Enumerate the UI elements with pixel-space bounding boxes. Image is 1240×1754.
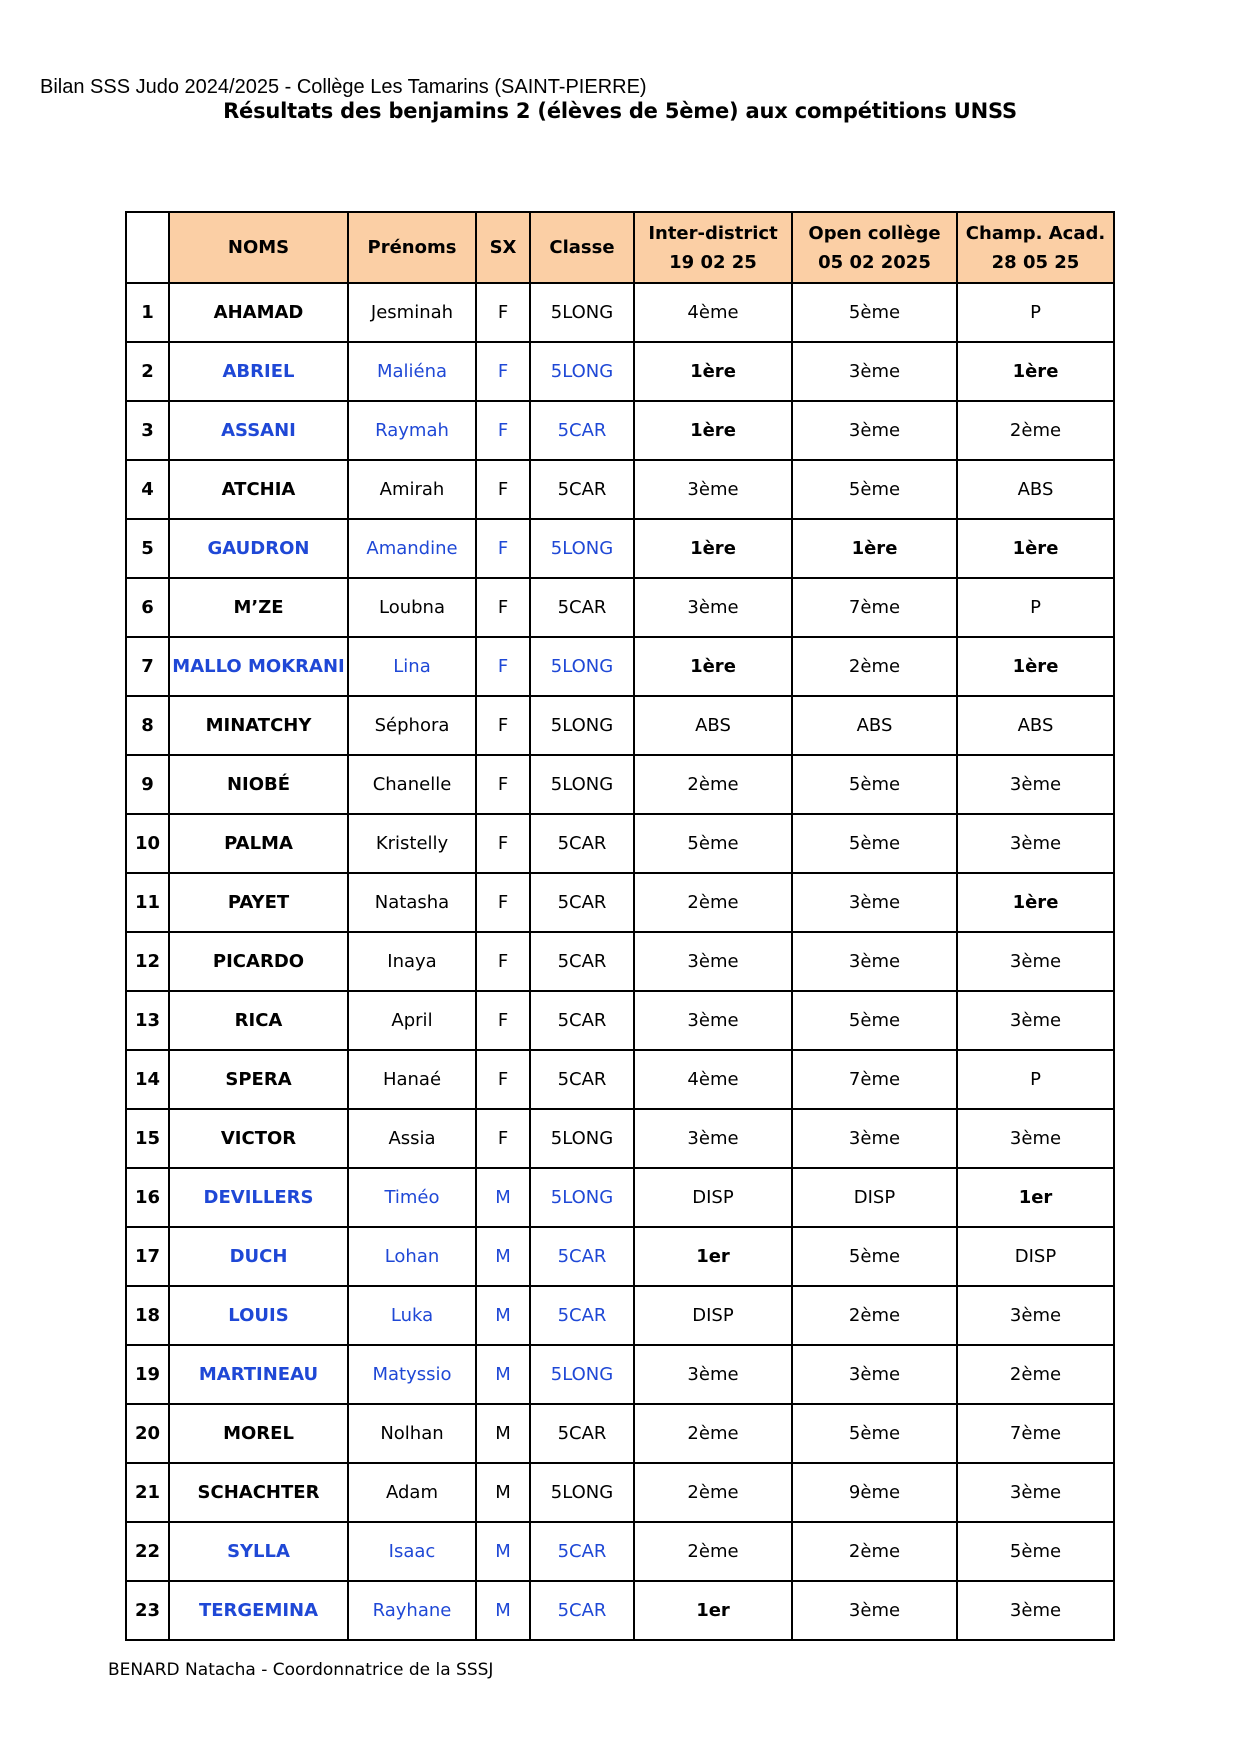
inter-district-cell: 1er — [634, 1581, 792, 1640]
classe-cell: 5CAR — [530, 1522, 634, 1581]
classe-cell: 5CAR — [530, 401, 634, 460]
sx-cell: M — [476, 1522, 530, 1581]
nom-cell: GAUDRON — [169, 519, 348, 578]
sx-cell: F — [476, 401, 530, 460]
classe-cell: 5CAR — [530, 873, 634, 932]
inter-district-cell: 1er — [634, 1227, 792, 1286]
header-champ-acad-label: Champ. Acad. — [965, 222, 1106, 244]
table-row — [126, 1345, 1114, 1404]
sx-cell: F — [476, 637, 530, 696]
sx-cell: M — [476, 1581, 530, 1640]
row-number-cell: 16 — [126, 1168, 169, 1227]
sx-cell: F — [476, 873, 530, 932]
row-number-cell: 15 — [126, 1109, 169, 1168]
sx-cell: F — [476, 342, 530, 401]
prenom-cell: Séphora — [348, 696, 476, 755]
classe-cell: 5CAR — [530, 932, 634, 991]
open-college-cell: 3ème — [792, 873, 957, 932]
document-title: Résultats des benjamins 2 (élèves de 5ème) aux compétitions UNSS — [223, 99, 1017, 123]
prenom-cell: Hanaé — [348, 1050, 476, 1109]
header-classe: Classe — [530, 212, 634, 283]
inter-district-cell: 2ème — [634, 1522, 792, 1581]
champ-acad-cell: P — [957, 578, 1114, 637]
nom-cell: PICARDO — [169, 932, 348, 991]
header-open-college-label: Open collège — [808, 222, 941, 244]
open-college-cell: ABS — [792, 696, 957, 755]
nom-cell: AHAMAD — [169, 283, 348, 342]
inter-district-cell: 3ème — [634, 1345, 792, 1404]
open-college-cell: 3ème — [792, 1345, 957, 1404]
open-college-cell: 3ème — [792, 401, 957, 460]
sx-cell: M — [476, 1404, 530, 1463]
inter-district-cell: DISP — [634, 1168, 792, 1227]
prenom-cell: Amandine — [348, 519, 476, 578]
row-number-cell: 20 — [126, 1404, 169, 1463]
nom-cell: LOUIS — [169, 1286, 348, 1345]
inter-district-cell: 1ère — [634, 342, 792, 401]
table-body — [126, 283, 1114, 1640]
open-college-cell: 2ème — [792, 637, 957, 696]
classe-cell: 5LONG — [530, 1345, 634, 1404]
table-row — [126, 519, 1114, 578]
nom-cell: VICTOR — [169, 1109, 348, 1168]
row-number-cell: 8 — [126, 696, 169, 755]
table-row — [126, 1522, 1114, 1581]
prenom-cell: Rayhane — [348, 1581, 476, 1640]
prenom-cell: Lohan — [348, 1227, 476, 1286]
open-college-cell: 5ème — [792, 1404, 957, 1463]
header-inter-district-date: 19 02 25 — [669, 251, 757, 273]
open-college-cell: 3ème — [792, 342, 957, 401]
champ-acad-cell: 3ème — [957, 1581, 1114, 1640]
champ-acad-cell: P — [957, 283, 1114, 342]
inter-district-cell: 1ère — [634, 401, 792, 460]
table-row — [126, 932, 1114, 991]
nom-cell: NIOBÉ — [169, 755, 348, 814]
prenom-cell: Raymah — [348, 401, 476, 460]
champ-acad-cell: 1ère — [957, 519, 1114, 578]
champ-acad-cell: 7ème — [957, 1404, 1114, 1463]
table-row — [126, 755, 1114, 814]
classe-cell: 5LONG — [530, 637, 634, 696]
nom-cell: PALMA — [169, 814, 348, 873]
prenom-cell: Amirah — [348, 460, 476, 519]
champ-acad-cell: 3ème — [957, 1286, 1114, 1345]
classe-cell: 5CAR — [530, 578, 634, 637]
sx-cell: F — [476, 755, 530, 814]
nom-cell: SYLLA — [169, 1522, 348, 1581]
champ-acad-cell: ABS — [957, 460, 1114, 519]
row-number-cell: 13 — [126, 991, 169, 1050]
sx-cell: M — [476, 1168, 530, 1227]
open-college-cell: 1ère — [792, 519, 957, 578]
champ-acad-cell: 1ère — [957, 873, 1114, 932]
header-prenoms: Prénoms — [348, 212, 476, 283]
sx-cell: F — [476, 283, 530, 342]
classe-cell: 5CAR — [530, 1286, 634, 1345]
row-number-cell: 17 — [126, 1227, 169, 1286]
prenom-cell: Lina — [348, 637, 476, 696]
header-sx: SX — [476, 212, 530, 283]
classe-cell: 5LONG — [530, 342, 634, 401]
table-row — [126, 460, 1114, 519]
sx-cell: F — [476, 1109, 530, 1168]
sx-cell: F — [476, 991, 530, 1050]
prenom-cell: Nolhan — [348, 1404, 476, 1463]
sx-cell: F — [476, 814, 530, 873]
document-footer: BENARD Natacha - Coordonnatrice de la SSSJ — [108, 1660, 494, 1680]
table-row — [126, 696, 1114, 755]
open-college-cell: 2ème — [792, 1522, 957, 1581]
inter-district-cell: 3ème — [634, 932, 792, 991]
prenom-cell: Jesminah — [348, 283, 476, 342]
champ-acad-cell: P — [957, 1050, 1114, 1109]
header-corner-cell — [126, 212, 169, 283]
inter-district-cell: 2ème — [634, 755, 792, 814]
prenom-cell: Natasha — [348, 873, 476, 932]
inter-district-cell: 3ème — [634, 460, 792, 519]
prenom-cell: Timéo — [348, 1168, 476, 1227]
table-row — [126, 1050, 1114, 1109]
champ-acad-cell: 1er — [957, 1168, 1114, 1227]
document-header: Bilan SSS Judo 2024/2025 - Collège Les Tamarins (SAINT-PIERRE) — [40, 76, 647, 98]
inter-district-cell: 1ère — [634, 519, 792, 578]
header-open-college — [792, 212, 957, 283]
nom-cell: DEVILLERS — [169, 1168, 348, 1227]
header-open-college-date: 05 02 2025 — [818, 251, 931, 273]
nom-cell: ASSANI — [169, 401, 348, 460]
row-number-cell: 11 — [126, 873, 169, 932]
champ-acad-cell: 3ème — [957, 1109, 1114, 1168]
inter-district-cell: DISP — [634, 1286, 792, 1345]
champ-acad-cell: DISP — [957, 1227, 1114, 1286]
table-row — [126, 1109, 1114, 1168]
table-row — [126, 991, 1114, 1050]
champ-acad-cell: 3ème — [957, 991, 1114, 1050]
inter-district-cell: 4ème — [634, 1050, 792, 1109]
sx-cell: F — [476, 519, 530, 578]
champ-acad-cell: 3ème — [957, 814, 1114, 873]
sx-cell: M — [476, 1463, 530, 1522]
champ-acad-cell: 5ème — [957, 1522, 1114, 1581]
row-number-cell: 12 — [126, 932, 169, 991]
open-college-cell: 3ème — [792, 1581, 957, 1640]
nom-cell: PAYET — [169, 873, 348, 932]
prenom-cell: Kristelly — [348, 814, 476, 873]
nom-cell: M’ZE — [169, 578, 348, 637]
sx-cell: M — [476, 1345, 530, 1404]
classe-cell: 5LONG — [530, 696, 634, 755]
row-number-cell: 22 — [126, 1522, 169, 1581]
row-number-cell: 21 — [126, 1463, 169, 1522]
sx-cell: M — [476, 1286, 530, 1345]
open-college-cell: 7ème — [792, 1050, 957, 1109]
nom-cell: SCHACHTER — [169, 1463, 348, 1522]
header-champ-acad-date: 28 05 25 — [991, 251, 1080, 273]
inter-district-cell: 3ème — [634, 578, 792, 637]
nom-cell: TERGEMINA — [169, 1581, 348, 1640]
prenom-cell: Isaac — [348, 1522, 476, 1581]
nom-cell: MOREL — [169, 1404, 348, 1463]
prenom-cell: Loubna — [348, 578, 476, 637]
champ-acad-cell: 2ème — [957, 1345, 1114, 1404]
sx-cell: F — [476, 932, 530, 991]
row-number-cell: 4 — [126, 460, 169, 519]
classe-cell: 5CAR — [530, 1404, 634, 1463]
table-row — [126, 283, 1114, 342]
inter-district-cell: 3ème — [634, 991, 792, 1050]
champ-acad-cell: 3ème — [957, 932, 1114, 991]
row-number-cell: 10 — [126, 814, 169, 873]
row-number-cell: 9 — [126, 755, 169, 814]
inter-district-cell: ABS — [634, 696, 792, 755]
open-college-cell: 9ème — [792, 1463, 957, 1522]
prenom-cell: Luka — [348, 1286, 476, 1345]
row-number-cell: 23 — [126, 1581, 169, 1640]
table-row — [126, 342, 1114, 401]
nom-cell: MALLO MOKRANI — [169, 637, 348, 696]
sx-cell: M — [476, 1227, 530, 1286]
inter-district-cell: 2ème — [634, 873, 792, 932]
header-inter-district-label: Inter-district — [648, 222, 778, 244]
champ-acad-cell: 1ère — [957, 342, 1114, 401]
nom-cell: SPERA — [169, 1050, 348, 1109]
inter-district-cell: 5ème — [634, 814, 792, 873]
classe-cell: 5CAR — [530, 460, 634, 519]
inter-district-cell: 4ème — [634, 283, 792, 342]
inter-district-cell: 3ème — [634, 1109, 792, 1168]
table-row — [126, 1581, 1114, 1640]
sx-cell: F — [476, 696, 530, 755]
inter-district-cell: 2ème — [634, 1404, 792, 1463]
prenom-cell: Inaya — [348, 932, 476, 991]
row-number-cell: 19 — [126, 1345, 169, 1404]
nom-cell: ABRIEL — [169, 342, 348, 401]
table-row — [126, 1168, 1114, 1227]
open-college-cell: 2ème — [792, 1286, 957, 1345]
results-table — [125, 211, 1115, 1641]
row-number-cell: 6 — [126, 578, 169, 637]
row-number-cell: 5 — [126, 519, 169, 578]
row-number-cell: 7 — [126, 637, 169, 696]
open-college-cell: 5ème — [792, 283, 957, 342]
nom-cell: ATCHIA — [169, 460, 348, 519]
row-number-cell: 18 — [126, 1286, 169, 1345]
champ-acad-cell: 3ème — [957, 1463, 1114, 1522]
classe-cell: 5LONG — [530, 1109, 634, 1168]
classe-cell: 5CAR — [530, 1581, 634, 1640]
sx-cell: F — [476, 578, 530, 637]
nom-cell: MARTINEAU — [169, 1345, 348, 1404]
row-number-cell: 3 — [126, 401, 169, 460]
inter-district-cell: 1ère — [634, 637, 792, 696]
classe-cell: 5CAR — [530, 1227, 634, 1286]
classe-cell: 5LONG — [530, 755, 634, 814]
table-header-row — [126, 212, 1114, 283]
classe-cell: 5LONG — [530, 1463, 634, 1522]
classe-cell: 5LONG — [530, 283, 634, 342]
classe-cell: 5CAR — [530, 814, 634, 873]
open-college-cell: 7ème — [792, 578, 957, 637]
table-row — [126, 814, 1114, 873]
row-number-cell: 1 — [126, 283, 169, 342]
sx-cell: F — [476, 460, 530, 519]
classe-cell: 5LONG — [530, 1168, 634, 1227]
prenom-cell: Assia — [348, 1109, 476, 1168]
prenom-cell: April — [348, 991, 476, 1050]
table-row — [126, 578, 1114, 637]
prenom-cell: Matyssio — [348, 1345, 476, 1404]
open-college-cell: 5ème — [792, 991, 957, 1050]
table-row — [126, 1227, 1114, 1286]
table-row — [126, 1286, 1114, 1345]
classe-cell: 5LONG — [530, 519, 634, 578]
prenom-cell: Maliéna — [348, 342, 476, 401]
champ-acad-cell: 1ère — [957, 637, 1114, 696]
champ-acad-cell: 2ème — [957, 401, 1114, 460]
open-college-cell: 5ème — [792, 460, 957, 519]
champ-acad-cell: 3ème — [957, 755, 1114, 814]
nom-cell: RICA — [169, 991, 348, 1050]
row-number-cell: 14 — [126, 1050, 169, 1109]
open-college-cell: 3ème — [792, 932, 957, 991]
table-row — [126, 637, 1114, 696]
sx-cell: F — [476, 1050, 530, 1109]
inter-district-cell: 2ème — [634, 1463, 792, 1522]
nom-cell: MINATCHY — [169, 696, 348, 755]
header-noms: NOMS — [169, 212, 348, 283]
header-inter-district — [634, 212, 792, 283]
open-college-cell: 3ème — [792, 1109, 957, 1168]
header-champ-acad — [957, 212, 1114, 283]
prenom-cell: Adam — [348, 1463, 476, 1522]
table-row — [126, 401, 1114, 460]
prenom-cell: Chanelle — [348, 755, 476, 814]
open-college-cell: DISP — [792, 1168, 957, 1227]
nom-cell: DUCH — [169, 1227, 348, 1286]
table-row — [126, 1463, 1114, 1522]
open-college-cell: 5ème — [792, 814, 957, 873]
table-row — [126, 1404, 1114, 1463]
classe-cell: 5CAR — [530, 991, 634, 1050]
open-college-cell: 5ème — [792, 1227, 957, 1286]
table-row — [126, 873, 1114, 932]
classe-cell: 5CAR — [530, 1050, 634, 1109]
open-college-cell: 5ème — [792, 755, 957, 814]
champ-acad-cell: ABS — [957, 696, 1114, 755]
row-number-cell: 2 — [126, 342, 169, 401]
